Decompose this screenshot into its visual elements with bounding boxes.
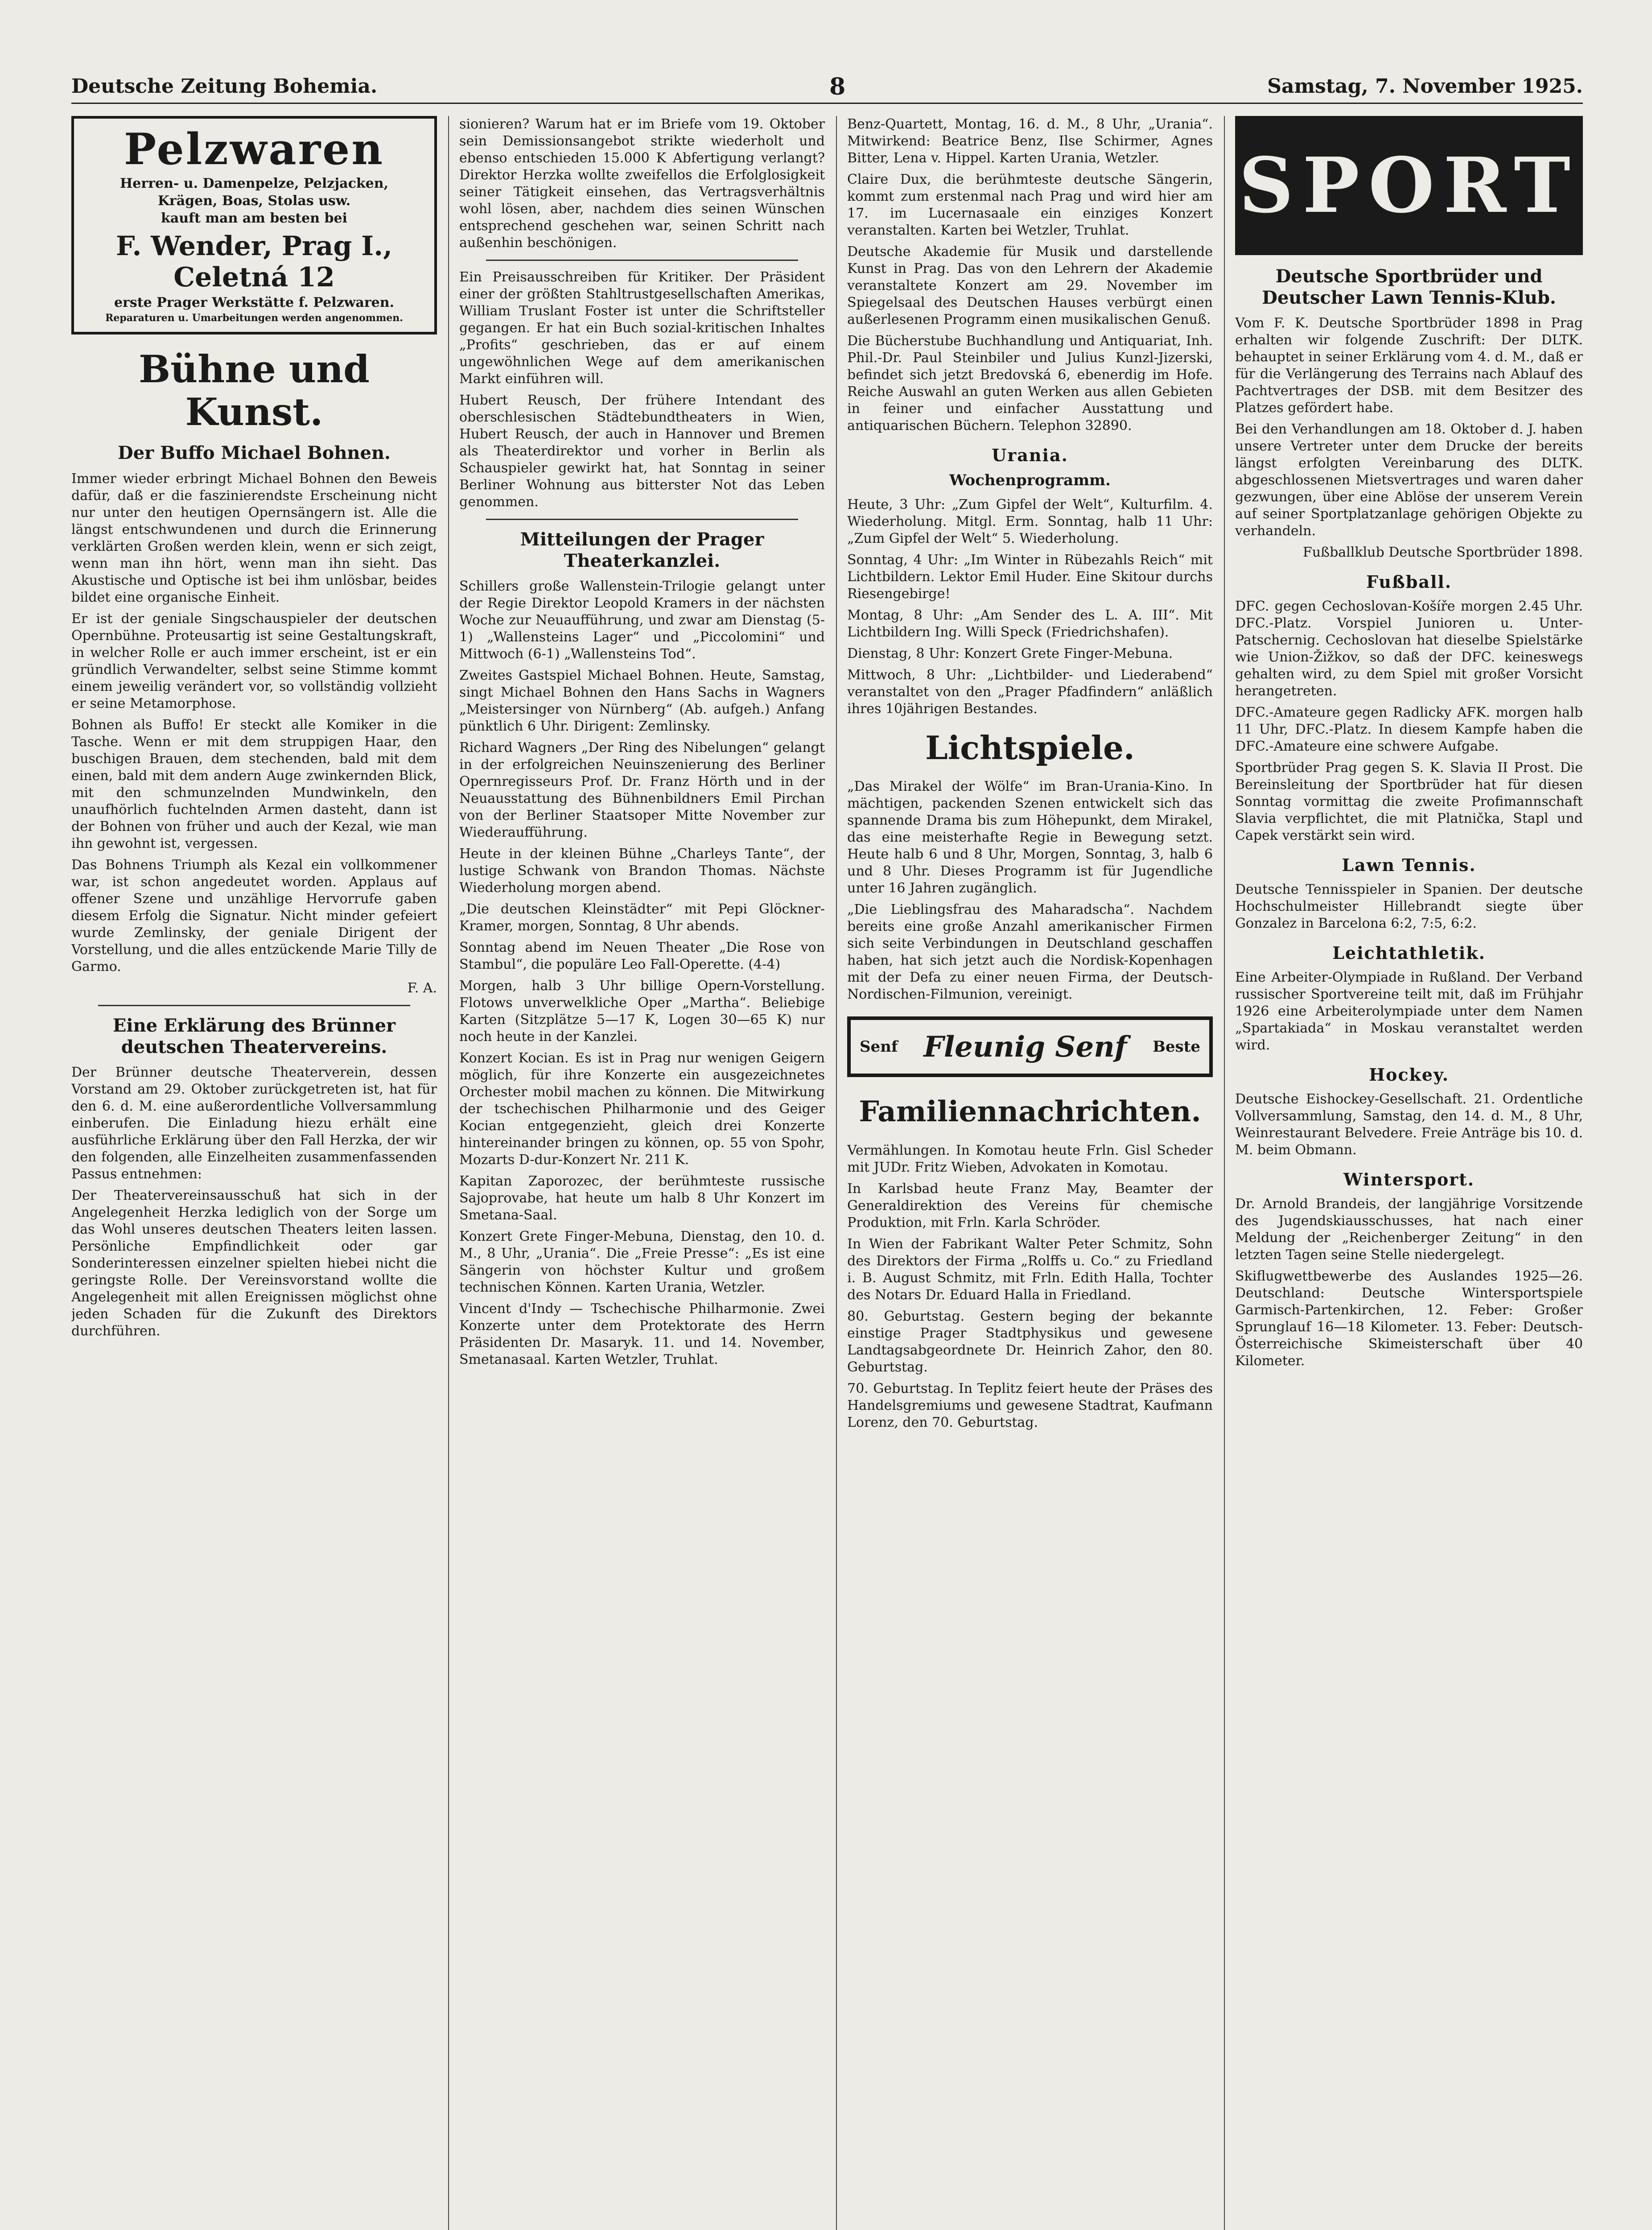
article-paragraph: Dr. Arnold Brandeis, der langjährige Vorsitzende des Jugendskiausschusses, hat nach einer Meldung der „Reichenberger Zeitung“ in den letzten Tagen seine Stelle niedergelegt.	[1235, 1196, 1583, 1263]
article-title: Mitteilungen der Prager Theaterkanzlei.	[520, 529, 764, 571]
article-title: Der Buffo Michael Bohnen.	[118, 442, 391, 463]
article-paragraph: Sonntag, 4 Uhr: „Im Winter in Rübezahls Reich“ mit Lichtbildern. Lektor Emil Huder. Eine Skitour durchs Riesengebirge!	[847, 552, 1213, 602]
article-paragraph: Deutsche Eishockey-Gesellschaft. 21. Ordentliche Vollversammlung, Samstag, den 14. d. M., 8 Uhr, Weinrestaurant Belvedere. Freie Anträge bis 10. d. M. beim Obmann.	[1235, 1091, 1583, 1158]
article-paragraph: sionieren? Warum hat er im Briefe vom 19. Oktober sein Demissionsangebot strikte wiederholt und ebenso entschieden 15.000 K Abfertigung verlangt? Direktor Herzka wollte zweifellos die Erfolglosigkeit seiner Tätigkeit einsehen, das Vertragsverhältnis wohl lösen, aber, nachdem dies seinen Wünschen entsprechend geschehen war, seinen Schritt nach außenhin beschönigen.	[459, 116, 825, 251]
article-paragraph: Immer wieder erbringt Michael Bohnen den Beweis dafür, daß er die faszinierendste Erscheinung nicht nur unter den heutigen Opernsängern ist. Alle die längst entschwundenen und durch die Erinnerung verklärten Großen werden klein, wenn er sich zeigt, wenn man ihn hört, wenn man ihn sieht. Das Akustische und Optische ist bei ihm unlösbar, beides bildet eine organische Einheit.	[71, 471, 437, 605]
separator	[98, 1005, 410, 1006]
article-paragraph: Kapitan Zaporozec, der berühmteste russische Sajoprovabe, hat heute um halb 8 Uhr Konzert im Smetana-Saal.	[459, 1173, 825, 1223]
column-rule	[448, 116, 449, 2230]
column-4	[1235, 116, 1583, 2230]
article-paragraph: In Wien der Fabrikant Walter Peter Schmitz, Sohn des Direktors der Firma „Rolffs u. Co.“ zu Friedland i. B. August Schmitz, mit Frln. Edith Halla, Tochter des Notars Dr. Eduard Halla in Friedland.	[847, 1236, 1213, 1303]
article-paragraph: Deutsche Tennisspieler in Spanien. Der deutsche Hochschulmeister Hillebrandt siegte über Gonzalez in Barcelona 6:2, 7:5, 6:2.	[1235, 882, 1583, 931]
page-number: 8	[829, 73, 846, 100]
senf-advertisement	[847, 1016, 1213, 1077]
article-paragraph: Bei den Verhandlungen am 18. Oktober d. J. haben unsere Vertreter unter dem Drucke der bereits längst erfolgten Vereinbarung des DLTK. abgeschlossenen Mietsvertrages und waren daher gezwungen, über eine Ablöse der unserem Verein auf seiner Sportplatzanlage gehörigen Objekte zu verhandeln.	[1235, 421, 1583, 539]
article-paragraph: Vincent d'Indy — Tschechische Philharmonie. Zwei Konzerte unter dem Protektorate des Herrn Präsidenten Dr. Masaryk. 11. und 14. November, Smetanasaal. Karten Wetzler, Truhlat.	[459, 1301, 825, 1367]
article-paragraph: Die Bücherstube Buchhandlung und Antiquariat, Inh. Phil.-Dr. Paul Steinbiler und Julius Kunzl-Jizerski, befindet sich jetzt Bredovská 6, ebenerdig im Hofe. Reiche Auswahl an guten Werken aus allen Gebieten in feiner und einfacher Ausstattung und antiquarischen Büchern. Telephon 32890.	[847, 333, 1213, 434]
ad-line: erste Prager Werkstätte f. Pelzwaren.	[114, 295, 395, 310]
article-paragraph: Heute in der kleinen Bühne „Charleys Tante“, der lustige Schwank von Brandon Thomas. Nächste Wiederholung morgen abend.	[459, 846, 825, 896]
article-paragraph: Montag, 8 Uhr: „Am Sender des L. A. III“. Mit Lichtbildern Ing. Willi Speck (Friedrichshafen).	[847, 607, 1213, 640]
article-paragraph: Ein Preisausschreiben für Kritiker. Der Präsident einer der größten Stahltrustgesellschaften Amerikas, William Truslant Foster ist unter die Schriftsteller gegangen. Er hat ein Buch sozial-kritischen Inhaltes „Profits“ geschrieben, das er auf einem ungewöhnlichen Wege auf dem amerikanischen Markt einführen will.	[459, 269, 825, 387]
separator	[486, 260, 798, 261]
article-paragraph: Vermählungen. In Komotau heute Frln. Gisl Scheder mit JUDr. Fritz Wieben, Advokaten in Komotau.	[847, 1143, 1213, 1175]
article-signature: F. A.	[407, 980, 437, 996]
newspaper-page	[71, 71, 1583, 2230]
section-title: Leichtathletik.	[1332, 943, 1486, 963]
article-paragraph: „Die Lieblingsfrau des Maharadscha“. Nachdem bereits eine große Anzahl amerikanischer Firmen sich seite Verbindungen in Deutschland geschaffen haben, hat sich jetzt auch die Nordisk-Kopenhagen mit der Defa zu einer neuen Firma, der Deutsch-Nordischen-Filmunion, vereinigt.	[847, 902, 1213, 1002]
article-paragraph: Konzert Kocian. Es ist in Prag nur wenigen Geigern möglich, für ihre Konzerte ein ausgezeichnetes Orchester mobil machen zu können. Die Mitwirkung der tschechischen Philharmonie und des Geiger Kocian entgegenzieht, gleich drei Konzerte hintereinander bringen zu können, op. 55 von Spohr, Mozarts D-dur-Konzert Nr. 211 K.	[459, 1050, 825, 1168]
article-paragraph: Morgen, halb 3 Uhr billige Opern-Vorstellung. Flotows unverwelkliche Oper „Martha“. Beliebige Karten (Sitzplätze 5—17 K, Logen 30—65 K) nur noch heute in der Kanzlei.	[459, 978, 825, 1045]
ad-logo: Fleunig Senf	[923, 1030, 1127, 1064]
ad-side-label: Beste	[1153, 1038, 1200, 1056]
section-title: Lawn Tennis.	[1342, 855, 1476, 875]
section-title: Fußball.	[1366, 572, 1452, 592]
article-paragraph: Hubert Reusch, Der frühere Intendant des oberschlesischen Städtebundtheaters in Wien, Hubert Reusch, der auch in Hannover und Bremen als Theaterdirektor und vorher in Berlin als Schauspieler gewirkt hat, hat Sonntag in seiner Berliner Wohnung aus bitterster Not das Leben genommen.	[459, 392, 825, 510]
section-title: Lichtspiele.	[925, 729, 1135, 767]
ad-line: kauft man am besten bei	[161, 211, 347, 226]
column-rule	[836, 116, 837, 2230]
column-1	[71, 116, 437, 2230]
ad-side-label: Senf	[860, 1038, 898, 1056]
article-title: Deutsche Sportbrüder und Deutscher Lawn Tennis-Klub.	[1262, 266, 1556, 308]
article-paragraph: Claire Dux, die berühmteste deutsche Sängerin, kommt zum erstenmal nach Prag und wird hier am 17. im Lucernasaale ein einziges Konzert veranstalten. Karten bei Wetzler, Truhlat.	[847, 172, 1213, 238]
paper-name: Deutsche Zeitung Bohemia.	[71, 75, 378, 98]
article-paragraph: Konzert Grete Finger-Mebuna, Dienstag, den 10. d. M., 8 Uhr, „Urania“. Die „Freie Presse“: „Es ist eine Sängerin von höchster Kultur und großem technischen Können. Karten Urania, Wetzler.	[459, 1229, 825, 1295]
article-signature: Fußballklub Deutsche Sportbrüder 1898.	[1302, 545, 1583, 560]
article-paragraph: Schillers große Wallenstein-Trilogie gelangt unter der Regie Direktor Leopold Kramers in der nächsten Woche zur Neuaufführung, und zwar am Dienstag (5-1) „Wallensteins Lager“ und „Piccolomini“ und Mittwoch (6-1) „Wallensteins Tod“.	[459, 578, 825, 662]
separator	[486, 519, 798, 520]
section-subtitle: Wochenprogramm.	[949, 471, 1111, 489]
section-title: Familiennachrichten.	[859, 1095, 1201, 1128]
article-paragraph: Skiflugwettbewerbe des Auslandes 1925—26. Deutschland: Deutsche Wintersportspiele Garmisch-Partenkirchen, 12. Feber: Großer Sprunglauf 16—18 Kilometer. 13. Feber: Deutsch-Österreichische Skimeisterschaft über 40 Kilometer.	[1235, 1268, 1583, 1369]
article-paragraph: 70. Geburtstag. In Teplitz feiert heute der Präses des Handelsgremiums und gewesene Stadtrat, Kaufmann Lorenz, den 70. Geburtstag.	[847, 1381, 1213, 1430]
article-paragraph: Mittwoch, 8 Uhr: „Lichtbilder- und Liederabend“ veranstaltet von den „Prager Pfadfindern“ anläßlich ihres 10jährigen Bestandes.	[847, 667, 1213, 717]
article-paragraph: DFC. gegen Cechoslovan-Košíře morgen 2.45 Uhr. DFC.-Platz. Vorspiel Junioren u. Unter-Patschernig. Cechoslovan hat dieselbe Spielstärke wie Union-Žižkov, so daß der DFC. keineswegs gehalten wird, zu dem Spiel mit großer Vorsicht herangetreten.	[1235, 599, 1583, 699]
article-paragraph: 80. Geburtstag. Gestern beging der bekannte einstige Prager Stadtphysikus und gewesene Landtagsabgeordnete Dr. Heinrich Zahor, den 80. Geburtstag.	[847, 1309, 1213, 1375]
article-paragraph: Deutsche Akademie für Musik und darstellende Kunst in Prag. Das von den Lehrern der Akademie veranstaltete Konzert am 29. November im Spiegelsaal des Deutschen Hauses verbürgt einen außerlesenen Programm einen musikalischen Genuß.	[847, 244, 1213, 327]
article-title: Eine Erklärung des Brünner deutschen Theatervereins.	[112, 1015, 396, 1057]
article-paragraph: Dienstag, 8 Uhr: Konzert Grete Finger-Mebuna.	[847, 646, 1173, 661]
article-paragraph: Vom F. K. Deutsche Sportbrüder 1898 in Prag erhalten wir folgende Zuschrift: Der DLTK. behauptet in seiner Erklärung vom 4. d. M., daß er für die Verlängerung des Terrains nach Ablauf des Pachtvertrages der DSB. mit dem Besitzer des Platzes gefördert habe.	[1235, 315, 1583, 416]
sport-banner-title: SPORT	[1239, 141, 1579, 230]
article-paragraph: DFC.-Amateure gegen Radlicky AFK. morgen halb 11 Uhr, DFC.-Platz. In diesem Kampfe haben die DFC.-Amateure eine schwere Aufgabe.	[1235, 705, 1583, 754]
ad-title: Pelzwaren	[124, 124, 384, 174]
article-paragraph: „Die deutschen Kleinstädter“ mit Pepi Glöckner-Kramer, morgen, Sonntag, 8 Uhr abends.	[459, 901, 825, 934]
article-paragraph: Sonntag abend im Neuen Theater „Die Rose von Stambul“, die populäre Leo Fall-Operette. (4-4)	[459, 940, 825, 972]
article-paragraph: Benz-Quartett, Montag, 16. d. M., 8 Uhr, „Urania“. Mitwirkend: Beatrice Benz, Ilse Schirmer, Agnes Bitter, Lena v. Hippel. Karten Urania, Wetzler.	[847, 116, 1213, 166]
column-3	[847, 116, 1213, 2230]
article-paragraph: Eine Arbeiter-Olympiade in Rußland. Der Verband russischer Sportvereine teilt mit, daß im Frühjahr 1926 eine Arbeiterolympiade unter dem Namen „Spartakiada“ in Moskau veranstaltet werden wird.	[1235, 970, 1583, 1053]
section-title: Wintersport.	[1343, 1169, 1475, 1189]
article-paragraph: Heute, 3 Uhr: „Zum Gipfel der Welt“, Kulturfilm. 4. Wiederholung. Mitgl. Erm. Sonntag, halb 11 Uhr: „Zum Gipfel der Welt“ 5. Wiederholung.	[847, 497, 1213, 546]
article-paragraph: „Das Mirakel der Wölfe“ im Bran-Urania-Kino. In mächtigen, packenden Szenen entwickelt sich das spannende Drama bis zum Höhepunkt, dem Mirakel, das eine meisterhafte Regie in Bewegung setzt. Heute halb 6 und 8 Uhr, Morgen, Sonntag, 3, halb 6 und 8 Uhr. Dieses Programm ist für Jugendliche unter 16 Jahren zugänglich.	[847, 779, 1213, 896]
issue-date: Samstag, 7. November 1925.	[1267, 75, 1583, 98]
ad-firm: F. Wender, Prag I., Celetná 12	[115, 231, 393, 293]
ad-line: Reparaturen u. Umarbeitungen werden angenommen.	[105, 312, 403, 324]
pelzwaren-advertisement	[71, 116, 437, 334]
article-paragraph: Bohnen als Buffo! Er steckt alle Komiker in die Tasche. Wenn er mit dem struppigen Haar, den buschigen Brauen, dem stechenden, bald mit dem einen, bald mit dem andern Auge zwinkernden Blick, mit den schmunzelnden Mundwinkeln, den unaufhörlich fuchtelnden Armen dasteht, dann ist der Bohnen von früher und auch der Kezal, wie man ihn gewohnt ist, vergessen.	[71, 717, 437, 851]
article-paragraph: Zweites Gastspiel Michael Bohnen. Heute, Samstag, singt Michael Bohnen den Hans Sachs in Wagners „Meistersinger von Nürnberg“ (Ab. aufgeh.) Anfang pünktlich 6 Uhr. Dirigent: Zemlinsky.	[459, 668, 825, 734]
section-title: Bühne und Kunst.	[139, 347, 370, 434]
section-title: Hockey.	[1369, 1065, 1449, 1085]
section-title: Urania.	[992, 445, 1068, 465]
article-paragraph: Der Theatervereinsausschuß hat sich in der Angelegenheit Herzka lediglich von der Sorge um das Wohl unseres deutschen Theaters leiten lassen. Persönliche Empfindlichkeit oder gar Sonderinteressen einzelner spielten hiebei nicht die geringste Rolle. Der Vereinsvorstand wollte die Angelegenheit mit allen Ereignissen möglichst ohne jeden Schaden für die Zukunft des Direktors durchführen.	[71, 1188, 437, 1339]
sport-banner	[1235, 116, 1583, 255]
column-rule	[1224, 116, 1225, 2230]
article-paragraph: Sportbrüder Prag gegen S. K. Slavia II Prost. Die Bereinsleitung der Sportbrüder hat für diesen Sonntag vormittag die zweite Profimannschaft Slavia verpflichtet, die mit Platnička, Stapl und Capek verstärkt sein wird.	[1235, 760, 1583, 843]
article-paragraph: Der Brünner deutsche Theaterverein, dessen Vorstand am 29. Oktober zurückgetreten ist, hat für den 6. d. M. eine außerordentliche Vollversammlung einberufen. Die Einladung hiezu erhält eine ausführliche Erklärung über den Fall Herzka, der wir den folgenden, alle Einzelheiten zusammenfassenden Passus entnehmen:	[71, 1065, 437, 1182]
ad-line: Krägen, Boas, Stolas usw.	[157, 193, 351, 209]
ad-line: Herren- u. Damenpelze, Pelzjacken,	[119, 176, 389, 191]
column-2	[459, 116, 825, 2230]
article-paragraph: In Karlsbad heute Franz May, Beamter der Generaldirektion des Vereins für chemische Produktion, mit Frln. Karla Schröder.	[847, 1181, 1213, 1231]
article-paragraph: Das Bohnens Triumph als Kezal ein vollkommener war, ist schon angedeutet worden. Applaus auf offener Szene und unzählige Hervorrufe gaben diesem Erfolg die Signatur. Nicht minder gefeiert wurde Zemlinsky, der geniale Dirigent der Vorstellung, und die alles entzückende Marie Tilly de Garmo.	[71, 857, 437, 975]
page-header	[71, 71, 1583, 104]
article-paragraph: Richard Wagners „Der Ring des Nibelungen“ gelangt in der erfolgreichen Neuinszenierung des Berliner Opernregisseurs Prof. Dr. Franz Hörth und in der Neuausstattung des Bühnenbildners Emil Pirchan von der Berliner Staatsoper Mitte November zur Wiederaufführung.	[459, 740, 825, 840]
article-paragraph: Er ist der geniale Singschauspieler der deutschen Opernbühne. Proteusartig ist seine Gestaltungskraft, in welcher Rolle er auch immer erscheint, ist er ein gründlich Verwandelter, selbst seine Stimme kommt einem jeweilig verändert vor, so vollständig vollzieht er seine Metamorphose.	[71, 611, 437, 711]
